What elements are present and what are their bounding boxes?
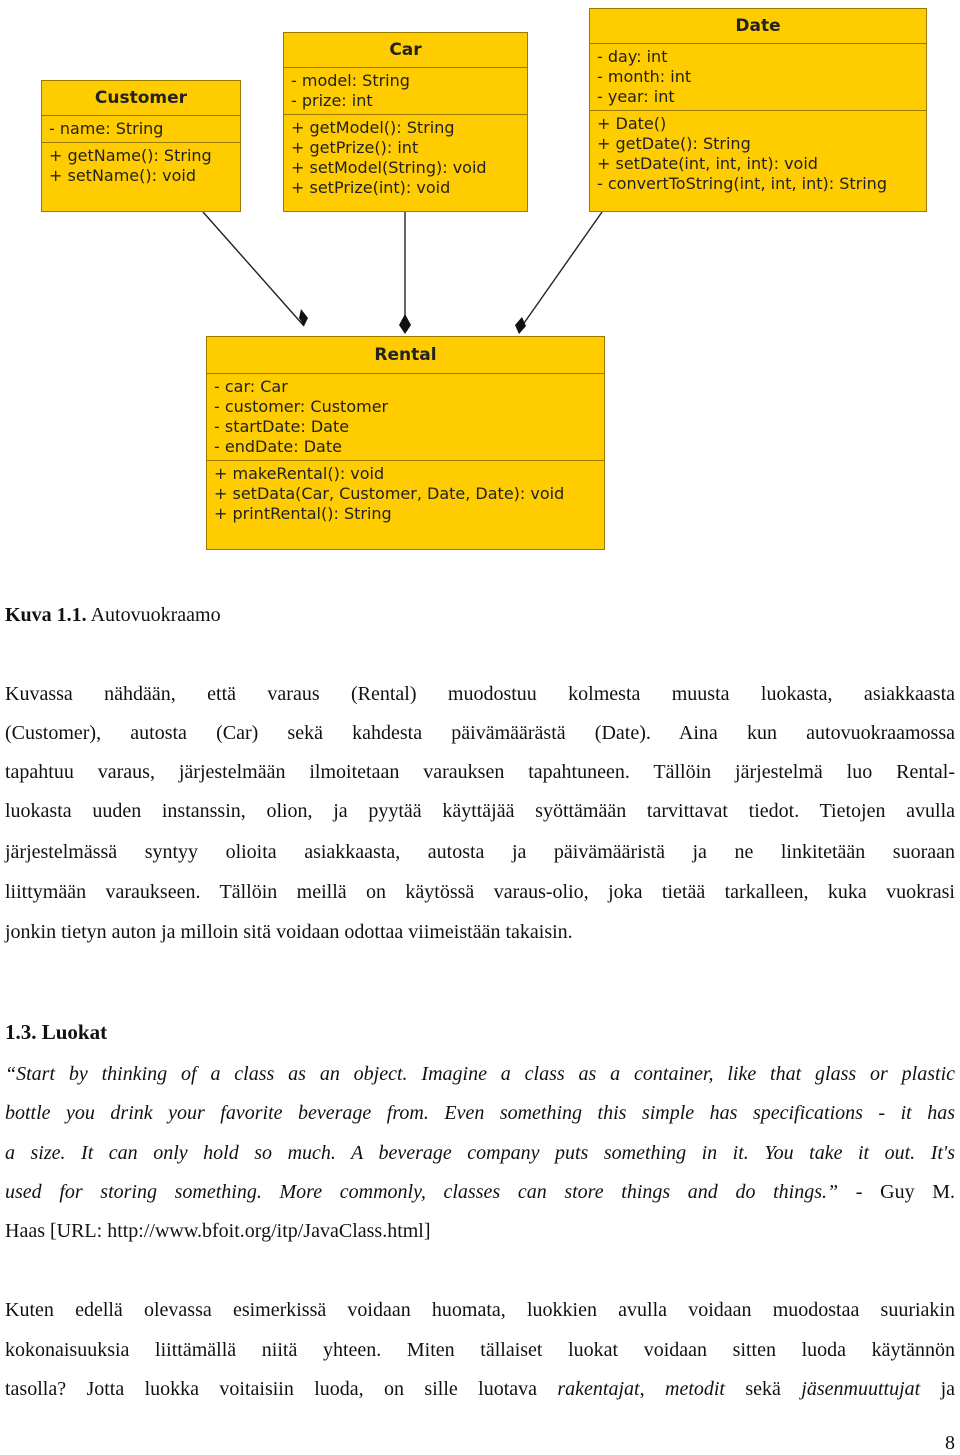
method: + setData(Car, Customer, Date, Date): void bbox=[214, 484, 565, 503]
class-rental-name: Rental bbox=[374, 345, 437, 365]
method: + getModel(): String bbox=[291, 118, 455, 137]
method: + getDate(): String bbox=[597, 134, 751, 153]
quote-line: a size. It can only hold so much. A beverage company puts something in it. You take it out. It's bbox=[5, 1142, 955, 1164]
class-customer bbox=[41, 80, 241, 212]
page-number: 8 bbox=[945, 1432, 955, 1454]
paragraph-1-line: (Customer), autosta (Car) sekä kahdesta päivämäärästä (Date). Aina kun autovuokraamossa bbox=[5, 722, 955, 744]
method: + setDate(int, int, int): void bbox=[597, 154, 818, 173]
class-rental-methods bbox=[207, 460, 604, 527]
attribute: - model: String bbox=[291, 71, 410, 90]
method: + setModel(String): void bbox=[291, 158, 487, 177]
text-run: tasolla? Jotta luokka voitaisiin luoda, on sille luotava bbox=[5, 1378, 558, 1400]
attribute: - year: int bbox=[597, 87, 675, 106]
class-car bbox=[283, 32, 528, 212]
quote-last-line bbox=[5, 1181, 955, 1204]
attribute: - customer: Customer bbox=[214, 397, 389, 416]
quote-line: bottle you drink your favorite beverage from. Even something this simple has specifications - it has bbox=[5, 1102, 955, 1124]
attribute: - month: int bbox=[597, 67, 692, 86]
class-car-attributes bbox=[284, 67, 527, 114]
quote-attribution: - Guy M. bbox=[838, 1181, 956, 1203]
method: + setName(): void bbox=[49, 166, 196, 185]
car-aggregation-diamond bbox=[399, 314, 411, 334]
method: + setPrize(int): void bbox=[291, 178, 451, 197]
text-run: sekä bbox=[725, 1378, 802, 1400]
method: - convertToString(int, int, int): String bbox=[597, 174, 887, 193]
paragraph-1-line: Kuvassa nähdään, että varaus (Rental) muodostuu kolmesta muusta luokasta, asiakkaasta bbox=[5, 683, 955, 705]
class-date bbox=[589, 8, 927, 212]
text-run: ja bbox=[920, 1378, 955, 1400]
attribute: - name: String bbox=[49, 119, 164, 138]
class-car-methods bbox=[284, 114, 527, 201]
class-customer-name: Customer bbox=[94, 88, 188, 108]
attribute: - prize: int bbox=[291, 91, 373, 110]
term-methods: metodit bbox=[665, 1378, 725, 1400]
customer-aggregation-diamond bbox=[299, 309, 308, 326]
attribute: - day: int bbox=[597, 47, 668, 66]
text-run: , bbox=[639, 1378, 665, 1400]
method: + makeRental(): void bbox=[214, 464, 385, 483]
section-heading: 1.3. Luokat bbox=[5, 1020, 108, 1044]
class-date-name: Date bbox=[735, 16, 781, 36]
method: + getPrize(): int bbox=[291, 138, 419, 157]
paragraph-2-line bbox=[5, 1378, 955, 1401]
class-date-methods bbox=[590, 110, 926, 197]
attribute: - car: Car bbox=[214, 377, 288, 396]
class-customer-attributes bbox=[42, 115, 240, 142]
paragraph-1-line: liittymään varaukseen. Tällöin meillä on käytössä varaus-olio, joka tietää tarkalleen, kuka vuokrasi bbox=[5, 881, 955, 903]
term-member-variables: jäsenmuuttujat bbox=[801, 1378, 921, 1400]
paragraph-2-line: kokonaisuuksia liittämällä niitä yhteen. Miten tällaiset luokat voidaan sitten luoda käytännön bbox=[5, 1339, 955, 1361]
quote-source: Haas [URL: http://www.bfoit.org/itp/JavaClass.html] bbox=[5, 1220, 431, 1242]
attribute: - endDate: Date bbox=[214, 437, 342, 456]
term-constructors: rakentajat bbox=[557, 1378, 640, 1400]
class-date-attributes bbox=[590, 43, 926, 110]
paragraph-1-line: luokasta uuden instanssin, olion, ja pyytää käyttäjää syöttämään tarvittavat tiedot. Tietojen avulla bbox=[5, 800, 955, 822]
attribute: - startDate: Date bbox=[214, 417, 350, 436]
customer-rental-line bbox=[203, 212, 304, 326]
method: + printRental(): String bbox=[214, 504, 392, 523]
class-car-name: Car bbox=[389, 40, 422, 60]
date-aggregation-diamond bbox=[515, 317, 526, 334]
paragraph-1-line: järjestelmässä syntyy olioita asiakkaasta, autosta ja päivämääristä ja ne linkitetään suoraan bbox=[5, 841, 955, 863]
figure-caption-text: Autovuokraamo bbox=[90, 604, 221, 626]
paragraph-2-line: Kuten edellä olevassa esimerkissä voidaan huomata, luokkien avulla voidaan muodostaa suuriakin bbox=[5, 1299, 955, 1321]
method: + getName(): String bbox=[49, 146, 212, 165]
date-rental-line bbox=[522, 212, 602, 326]
paragraph-1-line: tapahtuu varaus, järjestelmään ilmoitetaan varauksen tapahtuneen. Tällöin järjestelmä luo Rental- bbox=[5, 761, 955, 783]
figure-caption bbox=[5, 604, 221, 627]
class-customer-methods bbox=[42, 142, 240, 189]
class-rental bbox=[206, 336, 605, 550]
paragraph-1-line: jonkin tietyn auton ja milloin sitä voidaan odottaa viimeistään takaisin. bbox=[5, 921, 573, 943]
quote-line: used for storing something. More commonly, classes can store things and do things.” bbox=[5, 1181, 839, 1203]
quote-line: “Start by thinking of a class as an object. Imagine a class as a container, like that glass or plastic bbox=[5, 1063, 955, 1085]
method: + Date() bbox=[597, 114, 667, 133]
class-rental-attributes bbox=[207, 373, 604, 460]
figure-caption-label: Kuva 1.1. bbox=[5, 604, 87, 626]
